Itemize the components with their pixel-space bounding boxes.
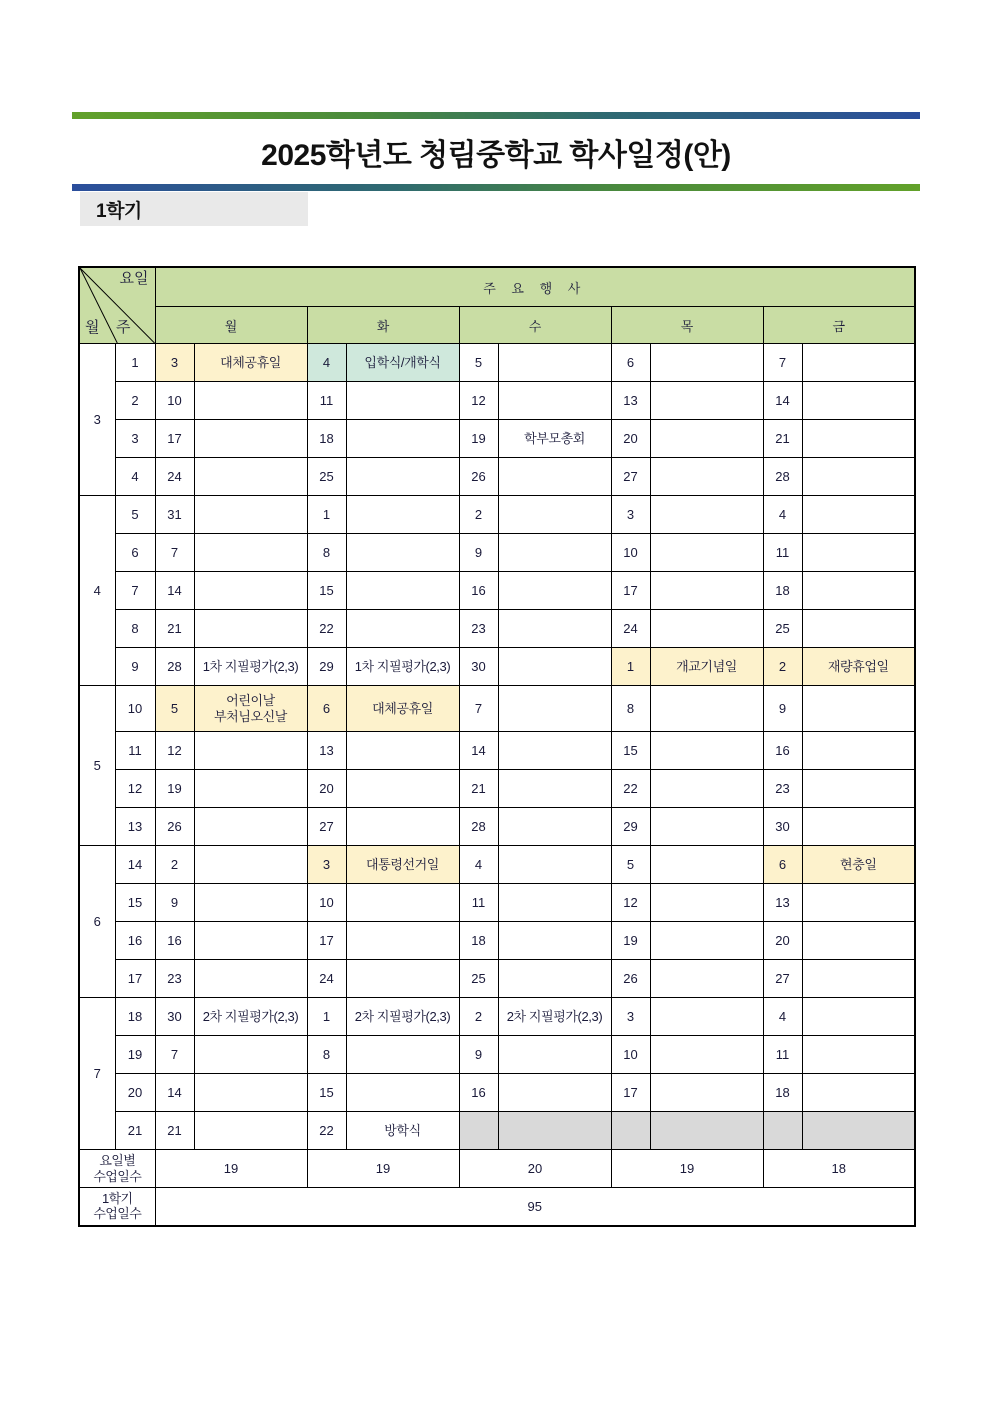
date-number-cell: 21	[459, 770, 498, 808]
date-number-cell: 24	[307, 960, 346, 998]
week-number-cell: 4	[115, 458, 155, 496]
date-number-cell: 18	[763, 1074, 802, 1112]
week-number-cell: 7	[115, 572, 155, 610]
event-text-cell	[498, 458, 611, 496]
date-number-cell: 14	[155, 572, 194, 610]
header-main-events: 주 요 행 사	[155, 267, 915, 307]
week-number-cell: 2	[115, 382, 155, 420]
date-number-cell: 4	[459, 846, 498, 884]
event-text-cell: 입학식/개학식	[346, 344, 459, 382]
date-number-cell: 2	[459, 998, 498, 1036]
calendar-week-row	[79, 770, 915, 808]
week-number-cell: 17	[115, 960, 155, 998]
event-text-cell	[194, 808, 307, 846]
date-number-cell: 20	[307, 770, 346, 808]
event-text-cell	[650, 686, 763, 732]
date-number-cell: 11	[307, 382, 346, 420]
week-number-cell: 21	[115, 1112, 155, 1150]
date-number-cell: 3	[611, 496, 650, 534]
event-text-cell	[498, 496, 611, 534]
week-number-cell: 8	[115, 610, 155, 648]
calendar-week-row	[79, 686, 915, 732]
date-number-cell: 15	[307, 572, 346, 610]
month-label-cell: 4	[79, 496, 115, 686]
event-text-cell	[194, 534, 307, 572]
event-text-cell	[802, 458, 915, 496]
event-text-cell	[802, 808, 915, 846]
week-number-cell: 16	[115, 922, 155, 960]
calendar-week-row	[79, 534, 915, 572]
date-number-cell: 27	[763, 960, 802, 998]
date-number-cell: 9	[459, 1036, 498, 1074]
date-number-cell: 3	[611, 998, 650, 1036]
event-text-cell	[802, 732, 915, 770]
month-label-cell: 3	[79, 344, 115, 496]
date-number-cell: 25	[459, 960, 498, 998]
event-text-cell	[194, 458, 307, 496]
week-number-cell: 3	[115, 420, 155, 458]
calendar-body	[79, 344, 915, 1150]
event-text-cell	[650, 344, 763, 382]
date-number-cell: 17	[611, 1074, 650, 1112]
event-text-cell	[498, 770, 611, 808]
event-text-cell: 1차 지필평가(2,3)	[346, 648, 459, 686]
date-number-cell: 19	[459, 420, 498, 458]
event-text-cell	[802, 1112, 915, 1150]
event-text-cell	[498, 1074, 611, 1112]
date-number-cell: 19	[611, 922, 650, 960]
event-text-cell	[346, 922, 459, 960]
event-text-cell	[802, 610, 915, 648]
date-number-cell: 12	[459, 382, 498, 420]
month-label-cell: 6	[79, 846, 115, 998]
event-text-cell	[802, 960, 915, 998]
calendar-week-row	[79, 572, 915, 610]
event-text-cell	[498, 610, 611, 648]
event-text-cell: 방학식	[346, 1112, 459, 1150]
event-text-cell	[650, 884, 763, 922]
event-text-cell	[650, 458, 763, 496]
date-number-cell: 4	[763, 998, 802, 1036]
header-label-month: 월	[85, 319, 100, 336]
date-number-cell: 2	[155, 846, 194, 884]
date-number-cell: 23	[459, 610, 498, 648]
date-number-cell: 30	[459, 648, 498, 686]
date-number-cell	[611, 1112, 650, 1150]
date-number-cell: 17	[307, 922, 346, 960]
date-number-cell: 4	[307, 344, 346, 382]
date-number-cell: 12	[611, 884, 650, 922]
date-number-cell: 13	[763, 884, 802, 922]
event-text-cell	[498, 1112, 611, 1150]
event-text-cell	[802, 534, 915, 572]
week-number-cell: 9	[115, 648, 155, 686]
calendar-week-row	[79, 496, 915, 534]
date-number-cell: 9	[763, 686, 802, 732]
date-number-cell: 22	[611, 770, 650, 808]
date-number-cell: 12	[155, 732, 194, 770]
date-number-cell: 4	[763, 496, 802, 534]
week-number-cell: 18	[115, 998, 155, 1036]
calendar-week-row	[79, 420, 915, 458]
summary-row-perday	[79, 1150, 915, 1188]
event-text-cell: 2차 지필평가(2,3)	[498, 998, 611, 1036]
event-text-cell: 어린이날 부처님오신날	[194, 686, 307, 732]
summary-perday-tue: 19	[307, 1150, 459, 1188]
calendar-week-row	[79, 732, 915, 770]
event-text-cell	[802, 344, 915, 382]
calendar-week-row	[79, 1112, 915, 1150]
event-text-cell	[650, 496, 763, 534]
event-text-cell	[650, 1036, 763, 1074]
calendar-week-row	[79, 1074, 915, 1112]
event-text-cell	[802, 922, 915, 960]
date-number-cell: 16	[763, 732, 802, 770]
event-text-cell	[650, 420, 763, 458]
event-text-cell	[194, 610, 307, 648]
event-text-cell	[194, 846, 307, 884]
event-text-cell: 학부모총회	[498, 420, 611, 458]
event-text-cell	[650, 534, 763, 572]
event-text-cell: 대통령선거일	[346, 846, 459, 884]
event-text-cell	[194, 1112, 307, 1150]
header-day-tue: 화	[307, 307, 459, 344]
date-number-cell: 3	[155, 344, 194, 382]
event-text-cell	[346, 534, 459, 572]
event-text-cell	[650, 610, 763, 648]
date-number-cell: 6	[763, 846, 802, 884]
semester-band	[80, 192, 308, 226]
summary-perday-label: 요일별 수업일수	[79, 1150, 155, 1188]
event-text-cell	[802, 572, 915, 610]
event-text-cell	[498, 922, 611, 960]
event-text-cell: 현충일	[802, 846, 915, 884]
event-text-cell	[346, 458, 459, 496]
summary-semester-label: 1학기 수업일수	[79, 1188, 155, 1226]
calendar-header	[79, 267, 915, 344]
date-number-cell: 30	[763, 808, 802, 846]
date-number-cell: 23	[763, 770, 802, 808]
event-text-cell	[650, 1074, 763, 1112]
date-number-cell: 27	[611, 458, 650, 496]
date-number-cell: 14	[459, 732, 498, 770]
event-text-cell	[650, 770, 763, 808]
date-number-cell: 13	[307, 732, 346, 770]
date-number-cell: 20	[763, 922, 802, 960]
event-text-cell	[346, 808, 459, 846]
event-text-cell	[194, 420, 307, 458]
summary-perday-wed: 20	[459, 1150, 611, 1188]
event-text-cell	[194, 382, 307, 420]
date-number-cell: 24	[155, 458, 194, 496]
date-number-cell: 2	[459, 496, 498, 534]
semester-label: 1학기	[96, 200, 142, 222]
week-number-cell: 20	[115, 1074, 155, 1112]
header-label-week: 주	[116, 319, 131, 336]
summary-perday-thu: 19	[611, 1150, 763, 1188]
calendar-week-row	[79, 884, 915, 922]
event-text-cell	[650, 572, 763, 610]
date-number-cell: 6	[611, 344, 650, 382]
event-text-cell	[498, 808, 611, 846]
date-number-cell: 26	[459, 458, 498, 496]
event-text-cell	[802, 770, 915, 808]
date-number-cell: 16	[155, 922, 194, 960]
date-number-cell: 10	[155, 382, 194, 420]
header-day-fri: 금	[763, 307, 915, 344]
date-number-cell: 5	[459, 344, 498, 382]
month-label-cell: 7	[79, 998, 115, 1150]
date-number-cell: 28	[459, 808, 498, 846]
month-label-cell: 5	[79, 686, 115, 846]
date-number-cell: 10	[307, 884, 346, 922]
date-number-cell: 1	[611, 648, 650, 686]
event-text-cell	[498, 1036, 611, 1074]
page-title: 2025학년도 청림중학교 학사일정(안)	[261, 139, 731, 172]
calendar-table-wrap	[78, 266, 916, 1227]
date-number-cell: 18	[763, 572, 802, 610]
calendar-week-row	[79, 998, 915, 1036]
event-text-cell	[498, 960, 611, 998]
date-number-cell	[459, 1112, 498, 1150]
date-number-cell: 13	[611, 382, 650, 420]
event-text-cell	[194, 960, 307, 998]
date-number-cell: 15	[307, 1074, 346, 1112]
event-text-cell	[194, 572, 307, 610]
date-number-cell: 30	[155, 998, 194, 1036]
week-number-cell: 15	[115, 884, 155, 922]
date-number-cell: 18	[307, 420, 346, 458]
event-text-cell	[498, 344, 611, 382]
date-number-cell: 16	[459, 572, 498, 610]
header-label-dayofweek: 요일	[119, 270, 149, 287]
date-number-cell: 17	[155, 420, 194, 458]
calendar-week-row	[79, 1036, 915, 1074]
calendar-week-row	[79, 458, 915, 496]
event-text-cell	[498, 382, 611, 420]
week-number-cell: 14	[115, 846, 155, 884]
date-number-cell: 14	[763, 382, 802, 420]
date-number-cell: 9	[155, 884, 194, 922]
date-number-cell: 28	[763, 458, 802, 496]
event-text-cell	[802, 1036, 915, 1074]
event-text-cell	[194, 922, 307, 960]
week-number-cell: 1	[115, 344, 155, 382]
event-text-cell	[346, 496, 459, 534]
calendar-summary	[79, 1150, 915, 1226]
calendar-week-row	[79, 922, 915, 960]
date-number-cell: 15	[611, 732, 650, 770]
event-text-cell	[498, 884, 611, 922]
event-text-cell	[498, 534, 611, 572]
event-text-cell	[346, 572, 459, 610]
academic-calendar-table	[78, 266, 916, 1227]
event-text-cell	[802, 1074, 915, 1112]
date-number-cell: 11	[763, 1036, 802, 1074]
event-text-cell	[650, 808, 763, 846]
date-number-cell: 3	[307, 846, 346, 884]
week-number-cell: 5	[115, 496, 155, 534]
header-day-wed: 수	[459, 307, 611, 344]
calendar-week-row	[79, 648, 915, 686]
event-text-cell	[650, 846, 763, 884]
week-number-cell: 12	[115, 770, 155, 808]
date-number-cell: 18	[459, 922, 498, 960]
date-number-cell: 10	[611, 534, 650, 572]
event-text-cell: 1차 지필평가(2,3)	[194, 648, 307, 686]
date-number-cell: 21	[763, 420, 802, 458]
event-text-cell	[498, 846, 611, 884]
event-text-cell: 개교기념일	[650, 648, 763, 686]
calendar-week-row	[79, 382, 915, 420]
date-number-cell: 5	[155, 686, 194, 732]
calendar-week-row	[79, 808, 915, 846]
event-text-cell	[346, 420, 459, 458]
date-number-cell: 22	[307, 1112, 346, 1150]
event-text-cell	[346, 382, 459, 420]
event-text-cell	[802, 686, 915, 732]
title-block	[72, 112, 920, 191]
date-number-cell: 26	[611, 960, 650, 998]
event-text-cell	[802, 420, 915, 458]
summary-row-semester	[79, 1188, 915, 1226]
summary-perday-fri: 18	[763, 1150, 915, 1188]
event-text-cell	[346, 884, 459, 922]
event-text-cell	[194, 1074, 307, 1112]
event-text-cell	[650, 960, 763, 998]
event-text-cell	[346, 732, 459, 770]
date-number-cell: 25	[307, 458, 346, 496]
event-text-cell	[194, 732, 307, 770]
date-number-cell: 17	[611, 572, 650, 610]
title-rule-bottom	[72, 184, 920, 191]
event-text-cell	[650, 998, 763, 1036]
date-number-cell: 31	[155, 496, 194, 534]
event-text-cell	[346, 770, 459, 808]
week-number-cell: 19	[115, 1036, 155, 1074]
event-text-cell: 2차 지필평가(2,3)	[194, 998, 307, 1036]
date-number-cell: 21	[155, 1112, 194, 1150]
date-number-cell: 7	[155, 534, 194, 572]
date-number-cell: 5	[611, 846, 650, 884]
event-text-cell	[346, 960, 459, 998]
date-number-cell: 26	[155, 808, 194, 846]
date-number-cell: 8	[307, 534, 346, 572]
event-text-cell	[498, 572, 611, 610]
date-number-cell: 16	[459, 1074, 498, 1112]
date-number-cell: 29	[611, 808, 650, 846]
event-text-cell: 대체공휴일	[346, 686, 459, 732]
week-number-cell: 13	[115, 808, 155, 846]
date-number-cell: 11	[763, 534, 802, 572]
date-number-cell: 9	[459, 534, 498, 572]
event-text-cell: 2차 지필평가(2,3)	[346, 998, 459, 1036]
date-number-cell: 23	[155, 960, 194, 998]
date-number-cell: 27	[307, 808, 346, 846]
week-number-cell: 10	[115, 686, 155, 732]
title-rule-top	[72, 112, 920, 119]
date-number-cell: 2	[763, 648, 802, 686]
event-text-cell	[346, 1036, 459, 1074]
event-text-cell	[650, 732, 763, 770]
date-number-cell: 22	[307, 610, 346, 648]
event-text-cell	[346, 610, 459, 648]
date-number-cell: 8	[307, 1036, 346, 1074]
date-number-cell: 24	[611, 610, 650, 648]
date-number-cell: 21	[155, 610, 194, 648]
event-text-cell	[802, 884, 915, 922]
date-number-cell: 29	[307, 648, 346, 686]
calendar-week-row	[79, 846, 915, 884]
calendar-week-row	[79, 610, 915, 648]
event-text-cell	[194, 1036, 307, 1074]
date-number-cell: 10	[611, 1036, 650, 1074]
date-number-cell	[763, 1112, 802, 1150]
date-number-cell: 28	[155, 648, 194, 686]
event-text-cell	[650, 382, 763, 420]
event-text-cell	[498, 648, 611, 686]
event-text-cell	[802, 382, 915, 420]
date-number-cell: 8	[611, 686, 650, 732]
event-text-cell	[802, 998, 915, 1036]
date-number-cell: 11	[459, 884, 498, 922]
header-day-thu: 목	[611, 307, 763, 344]
date-number-cell: 6	[307, 686, 346, 732]
event-text-cell: 대체공휴일	[194, 344, 307, 382]
week-number-cell: 11	[115, 732, 155, 770]
header-corner-diagonal	[79, 267, 155, 344]
week-number-cell: 6	[115, 534, 155, 572]
event-text-cell	[194, 496, 307, 534]
calendar-week-row	[79, 960, 915, 998]
event-text-cell	[802, 496, 915, 534]
event-text-cell	[498, 732, 611, 770]
event-text-cell	[194, 770, 307, 808]
date-number-cell: 1	[307, 496, 346, 534]
summary-semester-value: 95	[155, 1188, 915, 1226]
event-text-cell	[650, 922, 763, 960]
event-text-cell	[498, 686, 611, 732]
date-number-cell: 7	[155, 1036, 194, 1074]
event-text-cell	[194, 884, 307, 922]
event-text-cell	[346, 1074, 459, 1112]
event-text-cell	[650, 1112, 763, 1150]
event-text-cell: 재량휴업일	[802, 648, 915, 686]
date-number-cell: 25	[763, 610, 802, 648]
header-day-mon: 월	[155, 307, 307, 344]
calendar-week-row	[79, 344, 915, 382]
date-number-cell: 7	[763, 344, 802, 382]
summary-perday-mon: 19	[155, 1150, 307, 1188]
header-day-row	[79, 307, 915, 344]
date-number-cell: 14	[155, 1074, 194, 1112]
date-number-cell: 1	[307, 998, 346, 1036]
date-number-cell: 19	[155, 770, 194, 808]
date-number-cell: 20	[611, 420, 650, 458]
date-number-cell: 7	[459, 686, 498, 732]
